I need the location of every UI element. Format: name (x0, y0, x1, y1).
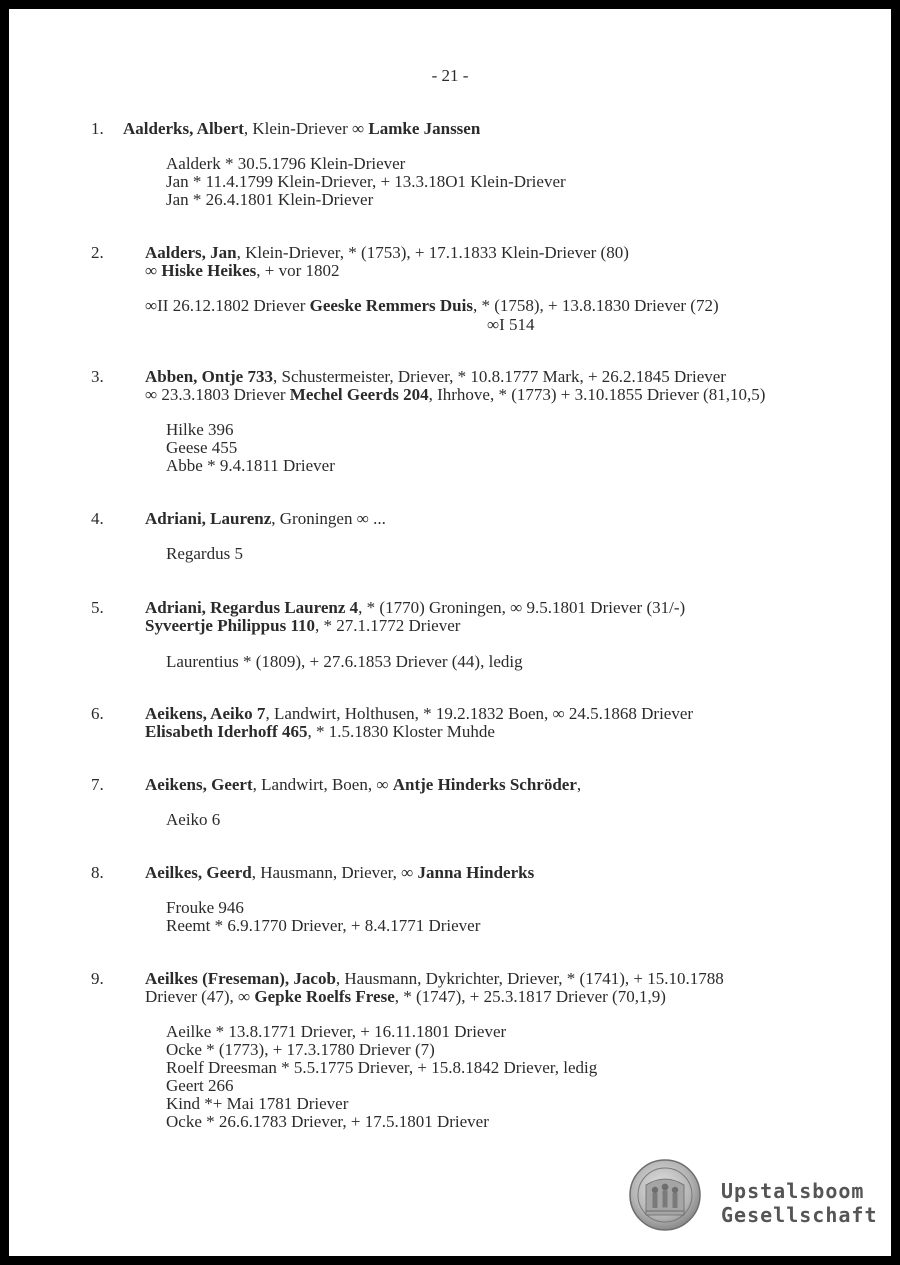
entry-number: 9. (91, 969, 104, 988)
entry-line (145, 776, 581, 794)
publisher-name-line1: Upstalsboom (721, 1179, 865, 1203)
entry-text: , * (1758), + 13.8.1830 Driever (72) (472, 296, 719, 315)
entry-line (123, 120, 480, 138)
entry-text: , Ihrhove, * (1773) + 3.10.1855 Driever (81,10,5) (428, 385, 766, 404)
person-name: Abben, Ontje 733 (145, 367, 273, 386)
child-line: Abbe * 9.4.1811 Driever (166, 456, 335, 475)
child-line: Ocke * 26.6.1783 Driever, + 17.5.1801 Driever (166, 1112, 489, 1131)
spouse-name: Lamke Janssen (368, 119, 481, 138)
entry-text: , * 27.1.1772 Driever (315, 616, 461, 635)
entry-text: , Schustermeister, Driever, * 10.8.1777 Mark, + 26.2.1845 Driever (272, 367, 726, 386)
person-name: Aalders, Jan (145, 243, 237, 262)
marriage-line (145, 262, 340, 280)
child-line: Laurentius * (1809), + 27.6.1853 Driever (44), ledig (166, 652, 523, 671)
entry-text: , Hausmann, Dykrichter, Driever, * (1741), + 15.10.1788 (335, 969, 724, 988)
marriage-text: ∞ (145, 261, 162, 280)
entry-line (145, 368, 726, 386)
spouse-line (145, 617, 460, 635)
spouse-name: Antje Hinderks Schröder (392, 775, 577, 794)
entry-text: , Groningen ∞ ... (271, 509, 386, 528)
entry-text: , * (1747), + 25.3.1817 Driever (70,1,9) (394, 987, 666, 1006)
entry-number: 7. (91, 775, 104, 794)
child-line: Roelf Dreesman * 5.5.1775 Driever, + 15.8.1842 Driever, ledig (166, 1058, 598, 1077)
spouse-name: Janna Hinderks (417, 863, 535, 882)
spouse-name: Syveertje Philippus 110 (145, 616, 316, 635)
marriage-text: Driever (47), ∞ (145, 987, 255, 1006)
spouse-line (145, 723, 495, 741)
page-number: - 21 - (431, 66, 469, 85)
entry-line (145, 864, 534, 882)
entry-number: 1. (91, 119, 104, 138)
person-name: Adriani, Regardus Laurenz 4 (145, 598, 359, 617)
entry-text: , * 1.5.1830 Kloster Muhde (307, 722, 495, 741)
marriage-line (145, 386, 765, 404)
child-line: Regardus 5 (166, 544, 243, 563)
child-line: Hilke 396 (166, 420, 234, 439)
marriage-line (145, 297, 719, 315)
entry-number: 4. (91, 509, 104, 528)
entry-number: 5. (91, 598, 104, 617)
entry-line (145, 244, 629, 262)
entry-text: , + vor 1802 (256, 261, 340, 280)
entry-number: 8. (91, 863, 104, 882)
person-name: Aeilkes (Freseman), Jacob (145, 969, 336, 988)
entry-text: , Hausmann, Driever, ∞ (251, 863, 418, 882)
child-line: Aeilke * 13.8.1771 Driever, + 16.11.1801 Driever (166, 1022, 507, 1041)
entry-text: , (576, 775, 582, 794)
child-line: Reemt * 6.9.1770 Driever, + 8.4.1771 Driever (166, 916, 481, 935)
seal-icon (629, 1159, 701, 1231)
spouse-name: Elisabeth Iderhoff 465 (145, 722, 308, 741)
child-line: Kind *+ Mai 1781 Driever (166, 1094, 349, 1113)
marriage-line (145, 988, 666, 1006)
entry-text: , Klein-Driever, * (1753), + 17.1.1833 Klein-Driever (80) (236, 243, 629, 262)
entry-line (145, 510, 386, 528)
child-line: Ocke * (1773), + 17.3.1780 Driever (7) (166, 1040, 435, 1059)
entry-text: , Klein-Driever ∞ (243, 119, 369, 138)
entry-text: , Landwirt, Boen, ∞ (252, 775, 393, 794)
child-line: Aalderk * 30.5.1796 Klein-Driever (166, 154, 406, 173)
marriage-text: ∞II 26.12.1802 Driever (145, 296, 310, 315)
entry-line (145, 599, 685, 617)
spouse-name: Mechel Geerds 204 (289, 385, 429, 404)
document-page (9, 9, 891, 1256)
entry-line (145, 705, 693, 723)
person-name: Aeilkes, Geerd (145, 863, 252, 882)
cross-reference: ∞I 514 (487, 315, 535, 334)
child-line: Aeiko 6 (166, 810, 221, 829)
spouse-name: Geeske Remmers Duis (309, 296, 473, 315)
publisher-name-line2: Gesellschaft (721, 1203, 878, 1227)
child-line: Geert 266 (166, 1076, 234, 1095)
entry-line (145, 970, 724, 988)
marriage-text: ∞ 23.3.1803 Driever (145, 385, 290, 404)
child-line: Frouke 946 (166, 898, 244, 917)
child-line: Geese 455 (166, 438, 238, 457)
entry-text: , Landwirt, Holthusen, * 19.2.1832 Boen, ∞ 24.5.1868 Driever (265, 704, 694, 723)
person-name: Aeikens, Aeiko 7 (145, 704, 266, 723)
child-line: Jan * 26.4.1801 Klein-Driever (166, 190, 374, 209)
person-name: Aeikens, Geert (145, 775, 253, 794)
spouse-name: Gepke Roelfs Frese (254, 987, 395, 1006)
person-name: Aalderks, Albert (123, 119, 244, 138)
entry-number: 6. (91, 704, 104, 723)
entry-number: 3. (91, 367, 104, 386)
person-name: Adriani, Laurenz (145, 509, 272, 528)
child-line: Jan * 11.4.1799 Klein-Driever, + 13.3.18O1 Klein-Driever (166, 172, 566, 191)
spouse-name: Hiske Heikes (161, 261, 257, 280)
entry-text: , * (1770) Groningen, ∞ 9.5.1801 Driever (31/-) (358, 598, 686, 617)
entry-number: 2. (91, 243, 104, 262)
